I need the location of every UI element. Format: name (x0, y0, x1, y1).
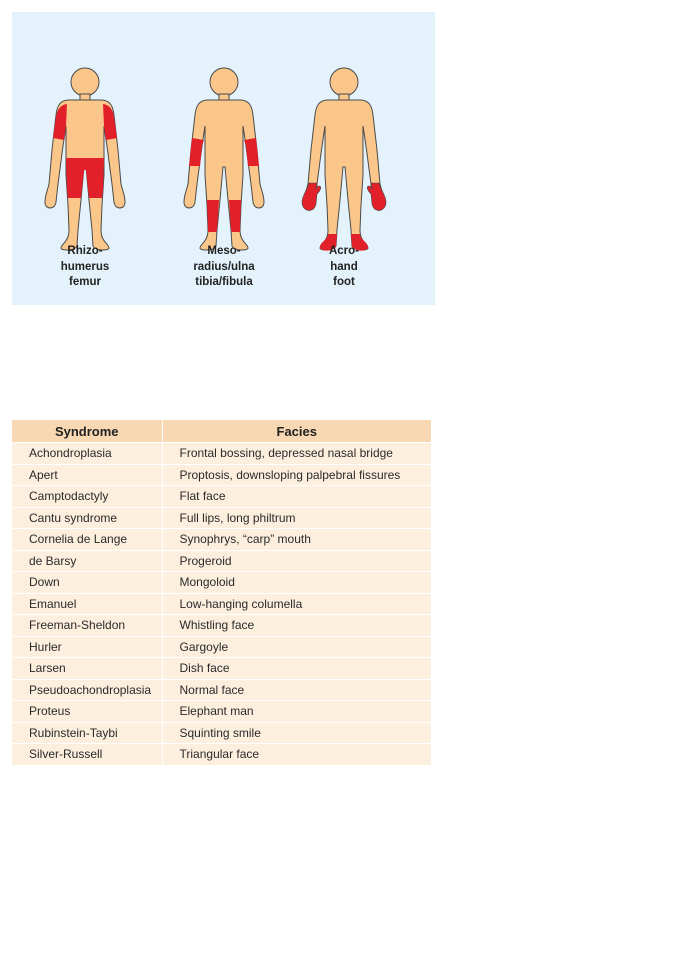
meso-lower-legs-highlight (207, 200, 241, 232)
meso-label-line-3: tibia/fibula (195, 276, 253, 288)
rhizo-thighs-highlight (66, 158, 104, 198)
acro-figure (302, 68, 386, 251)
table-row (12, 486, 431, 508)
acro-label (289, 244, 399, 291)
table-row (12, 658, 431, 680)
acro-left-hand-highlight (302, 183, 321, 211)
syndrome-cell: Larsen (12, 658, 162, 680)
syndrome-cell: Cornelia de Lange (12, 529, 162, 551)
syndrome-cell: Down (12, 572, 162, 594)
facies-cell: Full lips, long philtrum (162, 507, 431, 529)
rhizo-figure (45, 68, 125, 250)
facies-cell: Proptosis, downsloping palpebral fissures (162, 464, 431, 486)
meso-label-line-1: Meso- (207, 245, 241, 257)
table-row (12, 744, 431, 765)
rhizo-label-line-3: femur (69, 276, 101, 288)
table-header-row (12, 420, 431, 443)
syndrome-column-header: Syndrome (12, 420, 162, 443)
table-row (12, 722, 431, 744)
syndrome-facies-table (12, 420, 431, 765)
table-row (12, 701, 431, 723)
table-row (12, 550, 431, 572)
table-row (12, 529, 431, 551)
syndrome-cell: Cantu syndrome (12, 507, 162, 529)
facies-column-header: Facies (162, 420, 431, 443)
table-row (12, 679, 431, 701)
acro-label-line-3: foot (333, 276, 355, 288)
meso-figure (184, 68, 264, 250)
rhizo-label (30, 244, 140, 291)
syndrome-cell: Achondroplasia (12, 443, 162, 465)
table-row (12, 572, 431, 594)
facies-cell: Normal face (162, 679, 431, 701)
meso-label-line-2: radius/ulna (193, 260, 255, 273)
facies-cell: Progeroid (162, 550, 431, 572)
syndrome-cell: Apert (12, 464, 162, 486)
syndrome-cell: Camptodactyly (12, 486, 162, 508)
facies-cell: Dish face (162, 658, 431, 680)
syndrome-cell: Emanuel (12, 593, 162, 615)
table-row (12, 443, 431, 465)
table-row (12, 507, 431, 529)
acro-right-hand-highlight (367, 183, 386, 211)
syndrome-cell: Proteus (12, 701, 162, 723)
syndrome-cell: de Barsy (12, 550, 162, 572)
facies-cell: Gargoyle (162, 636, 431, 658)
meso-left-forearm-highlight (189, 138, 204, 166)
syndrome-cell: Silver-Russell (12, 744, 162, 765)
rhizo-label-line-2: humerus (60, 260, 110, 273)
facies-cell: Synophrys, “carp” mouth (162, 529, 431, 551)
rhizo-label-line-1: Rhizo- (67, 245, 103, 257)
meso-right-forearm-highlight (244, 138, 259, 166)
facies-cell: Flat face (162, 486, 431, 508)
limb-segment-figure (12, 12, 435, 305)
facies-cell: Frontal bossing, depressed nasal bridge (162, 443, 431, 465)
table-row (12, 593, 431, 615)
syndrome-cell: Freeman-Sheldon (12, 615, 162, 637)
facies-cell: Low-hanging columella (162, 593, 431, 615)
table-row (12, 636, 431, 658)
table-row (12, 615, 431, 637)
table-row (12, 464, 431, 486)
syndrome-cell: Rubinstein-Taybi (12, 722, 162, 744)
syndrome-cell: Pseudoachondroplasia (12, 679, 162, 701)
syndrome-cell: Hurler (12, 636, 162, 658)
meso-label (169, 244, 279, 291)
facies-cell: Squinting smile (162, 722, 431, 744)
facies-cell: Whistling face (162, 615, 431, 637)
facies-cell: Mongoloid (162, 572, 431, 594)
acro-label-line-1: Acro- (328, 245, 360, 257)
facies-cell: Elephant man (162, 701, 431, 723)
facies-cell: Triangular face (162, 744, 431, 765)
acro-label-line-2: hand (330, 260, 358, 273)
